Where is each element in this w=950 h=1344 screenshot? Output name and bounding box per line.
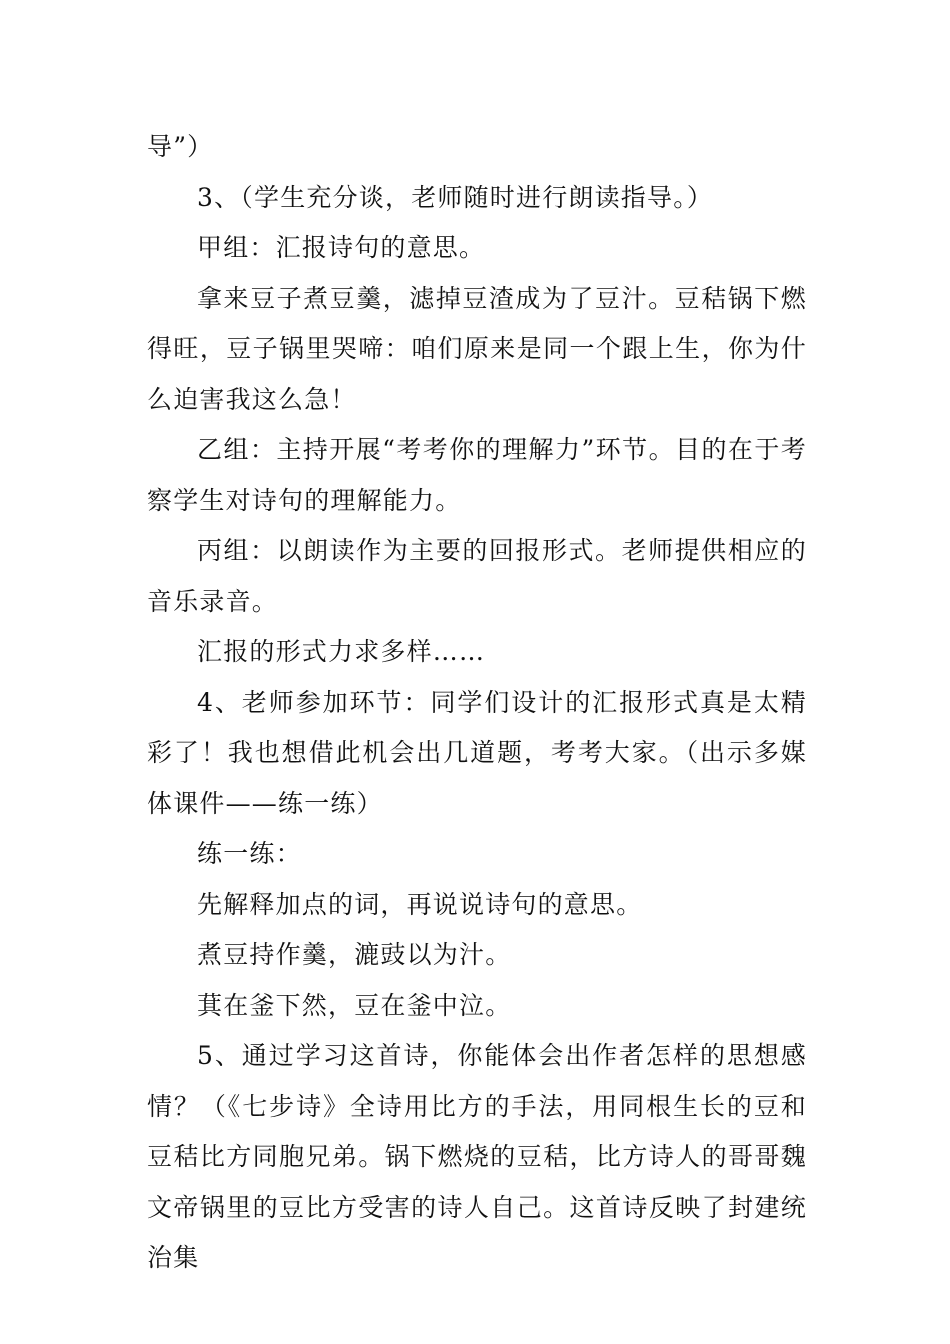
paragraph-continuation: 导”） <box>147 132 214 161</box>
paragraph-poem-meaning: 拿来豆子煮豆羹，滤掉豆渣成为了豆汁。豆秸锅下燃得旺，豆子锅里哭啼：咱们原来是同一个跟上生，你为什么迫害我这么急！ <box>147 283 807 414</box>
document-body <box>147 122 807 1284</box>
paragraph-poem-line-1: 煮豆持作羹，漉豉以为汁。 <box>197 940 512 969</box>
paragraph-group-jia: 甲组：汇报诗句的意思。 <box>197 233 486 262</box>
paragraph-poem-line-2: 萁在釜下然，豆在釜中泣。 <box>197 990 512 1020</box>
paragraph-step-3: 3、（学生充分谈，老师随时进行朗读指导。） <box>197 182 714 212</box>
paragraph-practice-instruction: 先解释加点的词，再说说诗句的意思。 <box>197 889 643 919</box>
paragraph-practice-heading: 练一练： <box>197 839 302 868</box>
paragraph-group-bing: 丙组：以朗读作为主要的回报形式。老师提供相应的音乐录音。 <box>147 536 807 616</box>
paragraph-step-5: 5、通过学习这首诗，你能体会出作者怎样的思想感情？（《七步诗》全诗用比方的手法，用同根生长的豆和豆秸比方同胞兄弟。锅下燃烧的豆秸，比方诗人的哥哥魏文帝锅里的豆比方受害的诗人自己。这首诗反映了封建统治集 <box>147 1041 807 1272</box>
paragraph-report-forms: 汇报的形式力求多样…… <box>197 637 486 666</box>
paragraph-step-4: 4、老师参加环节：同学们设计的汇报形式真是太精彩了！我也想借此机会出几道题，考考大家。（出示多媒体课件——练一练） <box>147 687 807 818</box>
paragraph-group-yi: 乙组：主持开展“考考你的理解力”环节。目的在于考察学生对诗句的理解能力。 <box>147 435 807 515</box>
